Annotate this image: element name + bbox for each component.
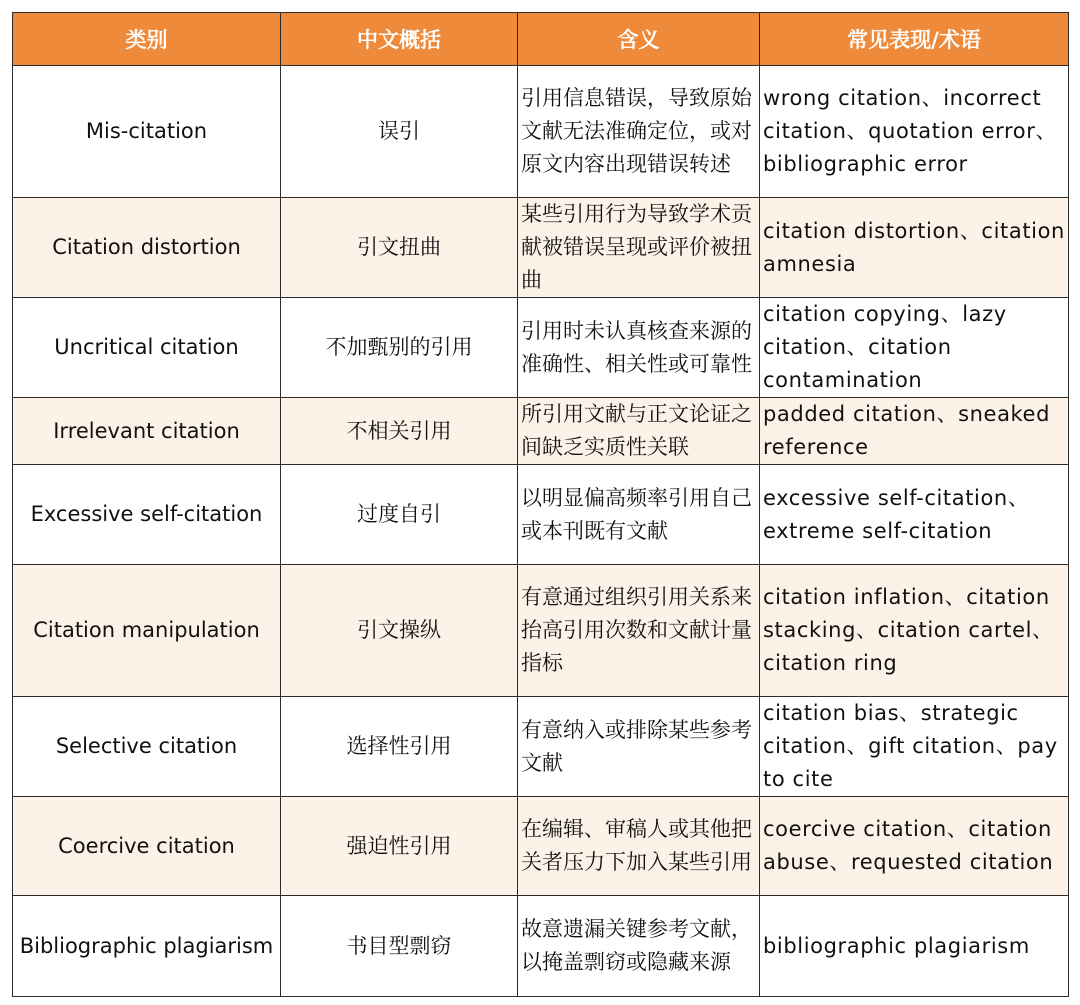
category-cell: Coercive citation <box>13 797 281 896</box>
table-row <box>13 797 1069 896</box>
chinese-cell: 强迫性引用 <box>281 797 518 896</box>
meaning-cell: 某些引用行为导致学术贡献被错误呈现或评价被扭曲 <box>518 198 760 298</box>
table-row <box>13 465 1069 565</box>
terms-cell: excessive self-citation、extreme self-citation <box>760 465 1069 565</box>
chinese-cell: 引文扭曲 <box>281 198 518 298</box>
header-terms: 常见表现/术语 <box>760 13 1069 66</box>
category-cell: Excessive self-citation <box>13 465 281 565</box>
meaning-cell: 所引用文献与正文论证之间缺乏实质性关联 <box>518 398 760 465</box>
meaning-cell: 有意纳入或排除某些参考文献 <box>518 697 760 797</box>
terms-cell: citation bias、strategic citation、gift citation、pay to cite <box>760 697 1069 797</box>
table-row <box>13 66 1069 198</box>
category-cell: Mis-citation <box>13 66 281 198</box>
terms-cell: padded citation、sneaked reference <box>760 398 1069 465</box>
header-meaning: 含义 <box>518 13 760 66</box>
chinese-cell: 误引 <box>281 66 518 198</box>
terms-cell: wrong citation、incorrect citation、quotation error、bibliographic error <box>760 66 1069 198</box>
table-row <box>13 565 1069 697</box>
category-cell: Irrelevant citation <box>13 398 281 465</box>
terms-cell: citation copying、lazy citation、citation contamination <box>760 298 1069 398</box>
category-cell: Selective citation <box>13 697 281 797</box>
table-row <box>13 896 1069 997</box>
table-row <box>13 398 1069 465</box>
table-header <box>13 13 1069 66</box>
meaning-cell: 有意通过组织引用关系来抬高引用次数和文献计量指标 <box>518 565 760 697</box>
meaning-cell: 以明显偏高频率引用自己或本刊既有文献 <box>518 465 760 565</box>
chinese-cell: 不加甄别的引用 <box>281 298 518 398</box>
header-category: 类别 <box>13 13 281 66</box>
category-cell: Uncritical citation <box>13 298 281 398</box>
meaning-cell: 引用信息错误，导致原始文献无法准确定位，或对原文内容出现错误转述 <box>518 66 760 198</box>
chinese-cell: 书目型剽窃 <box>281 896 518 997</box>
meaning-cell: 引用时未认真核查来源的准确性、相关性或可靠性 <box>518 298 760 398</box>
header-chinese-summary: 中文概括 <box>281 13 518 66</box>
table-row <box>13 697 1069 797</box>
category-cell: Citation distortion <box>13 198 281 298</box>
table-body <box>13 66 1069 997</box>
terms-cell: coercive citation、citation abuse、requested citation <box>760 797 1069 896</box>
terms-cell: citation inflation、citation stacking、citation cartel、citation ring <box>760 565 1069 697</box>
category-cell: Bibliographic plagiarism <box>13 896 281 997</box>
terms-cell: citation distortion、citation amnesia <box>760 198 1069 298</box>
table-row <box>13 198 1069 298</box>
chinese-cell: 过度自引 <box>281 465 518 565</box>
header-row <box>13 13 1069 66</box>
terms-cell: bibliographic plagiarism <box>760 896 1069 997</box>
citation-types-table <box>12 12 1069 997</box>
chinese-cell: 引文操纵 <box>281 565 518 697</box>
chinese-cell: 不相关引用 <box>281 398 518 465</box>
meaning-cell: 在编辑、审稿人或其他把关者压力下加入某些引用 <box>518 797 760 896</box>
meaning-cell: 故意遗漏关键参考文献，以掩盖剽窃或隐藏来源 <box>518 896 760 997</box>
category-cell: Citation manipulation <box>13 565 281 697</box>
chinese-cell: 选择性引用 <box>281 697 518 797</box>
table-row <box>13 298 1069 398</box>
